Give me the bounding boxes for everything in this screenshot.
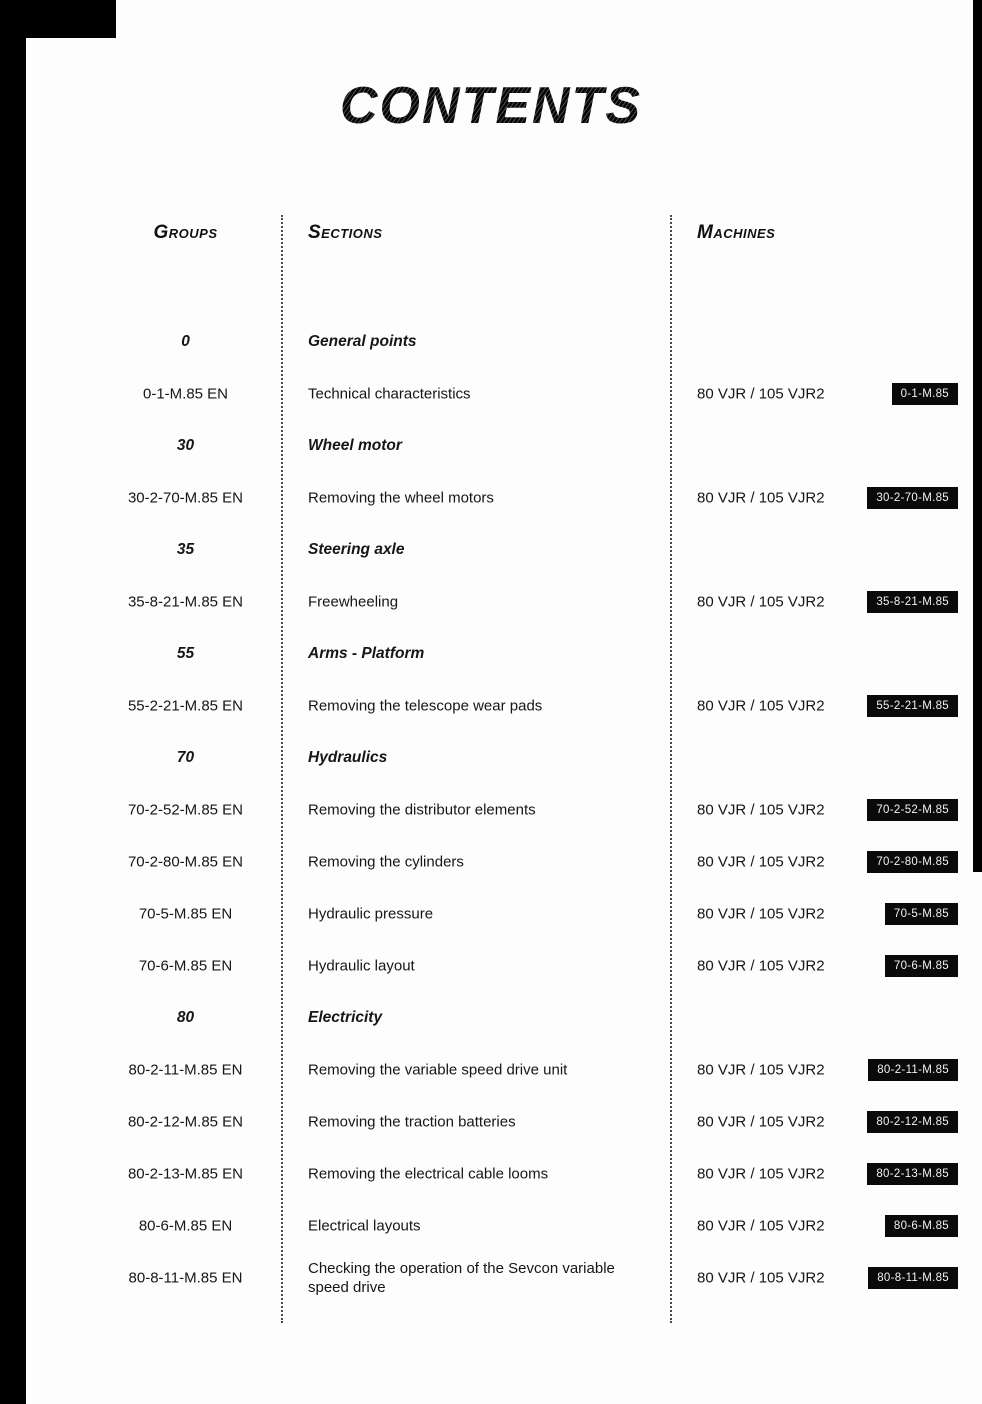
machines-label: 80 VJR / 105 VJR2 [697,385,825,403]
section-code-badge: 80-6-M.85 [885,1215,958,1237]
section-title: Removing the telescope wear pads [308,697,543,715]
toc-item-row [0,1200,982,1252]
section-title: Hydraulic pressure [308,905,434,923]
toc-item-row [0,836,982,888]
machines-label: 80 VJR / 105 VJR2 [697,1165,825,1183]
section-code-badge: 70-2-80-M.85 [867,851,958,873]
section-title: Checking the operation of the Sevcon variable speed drive [308,1259,615,1296]
section-code-badge: 80-2-12-M.85 [867,1111,958,1133]
section-title: Electrical layouts [308,1217,421,1235]
machines-label: 80 VJR / 105 VJR2 [697,593,825,611]
column-header-groups: Groups [153,222,218,243]
group-code: 55-2-21-M.85 EN [127,697,244,715]
page-title-text: CONTENTS [340,77,642,135]
group-number: 0 [181,333,190,350]
group-code: 0-1-M.85 EN [142,385,229,403]
machines-label: 80 VJR / 105 VJR2 [697,1269,825,1287]
section-title: Removing the cylinders [308,853,464,871]
section-code-badge: 70-5-M.85 [885,903,958,925]
toc-item-row [0,680,982,732]
machines-label: 80 VJR / 105 VJR2 [697,801,825,819]
top-left-scan-corner [0,0,116,38]
toc-item-row [0,1148,982,1200]
group-code: 70-5-M.85 EN [138,905,233,923]
toc-item-row [0,940,982,992]
toc-item-row [0,784,982,836]
group-code: 70-2-80-M.85 EN [127,853,244,871]
toc-item-row [0,472,982,524]
machines-label: 80 VJR / 105 VJR2 [697,1061,825,1079]
section-group-title: Wheel motor [308,437,402,455]
toc-item-row [0,368,982,420]
page-title [0,76,982,136]
section-title: Technical characteristics [308,385,471,403]
section-code-badge: 70-2-52-M.85 [867,799,958,821]
section-group-title: General points [308,333,417,351]
toc-group-row [0,628,982,680]
toc-rows [0,316,982,1304]
toc-item-row [0,1044,982,1096]
group-code: 80-8-11-M.85 EN [128,1269,243,1287]
toc-item-row [0,1096,982,1148]
section-group-title: Steering axle [308,541,405,559]
section-title: Hydraulic layout [308,957,415,975]
section-code-badge: 0-1-M.85 [892,383,958,405]
group-code: 80-2-12-M.85 EN [127,1113,244,1131]
group-code: 35-8-21-M.85 EN [127,593,244,611]
machines-label: 80 VJR / 105 VJR2 [697,489,825,507]
toc-group-row [0,524,982,576]
section-title: Removing the wheel motors [308,489,494,507]
section-code-badge: 80-8-11-M.85 [868,1267,958,1289]
group-code: 70-2-52-M.85 EN [127,801,244,819]
machines-label: 80 VJR / 105 VJR2 [697,1217,825,1235]
toc-item-row [0,576,982,628]
section-group-title: Hydraulics [308,749,388,767]
machines-label: 80 VJR / 105 VJR2 [697,853,825,871]
group-number: 80 [176,1009,195,1026]
section-title: Removing the electrical cable looms [308,1165,549,1183]
group-code: 80-2-13-M.85 EN [127,1165,244,1183]
toc-group-row [0,732,982,784]
section-code-badge: 35-8-21-M.85 [867,591,958,613]
group-number: 30 [176,437,195,454]
section-code-badge: 80-2-13-M.85 [867,1163,958,1185]
section-title: Removing the variable speed drive unit [308,1061,568,1079]
machines-label: 80 VJR / 105 VJR2 [697,697,825,715]
section-code-badge: 80-2-11-M.85 [868,1059,958,1081]
toc-group-row [0,992,982,1044]
toc-group-row [0,316,982,368]
section-title: Removing the distributor elements [308,801,536,819]
machines-label: 80 VJR / 105 VJR2 [697,905,825,923]
toc-item-row [0,1252,982,1304]
toc-group-row [0,420,982,472]
machines-label: 80 VJR / 105 VJR2 [697,1113,825,1131]
group-code: 80-6-M.85 EN [138,1217,233,1235]
section-code-badge: 30-2-70-M.85 [867,487,958,509]
group-code: 70-6-M.85 EN [138,957,233,975]
column-header-machines: Machines [697,222,776,243]
group-code: 80-2-11-M.85 EN [128,1061,243,1079]
column-header-sections: Sections [308,222,383,243]
toc-item-row [0,888,982,940]
section-group-title: Electricity [308,1009,383,1027]
section-code-badge: 70-6-M.85 [885,955,958,977]
section-title: Freewheeling [308,593,399,611]
group-code: 30-2-70-M.85 EN [127,489,244,507]
section-code-badge: 55-2-21-M.85 [867,695,958,717]
group-number: 70 [176,749,195,766]
section-group-title: Arms - Platform [308,645,425,663]
group-number: 35 [176,541,195,558]
group-number: 55 [176,645,195,662]
section-title: Removing the traction batteries [308,1113,516,1131]
machines-label: 80 VJR / 105 VJR2 [697,957,825,975]
